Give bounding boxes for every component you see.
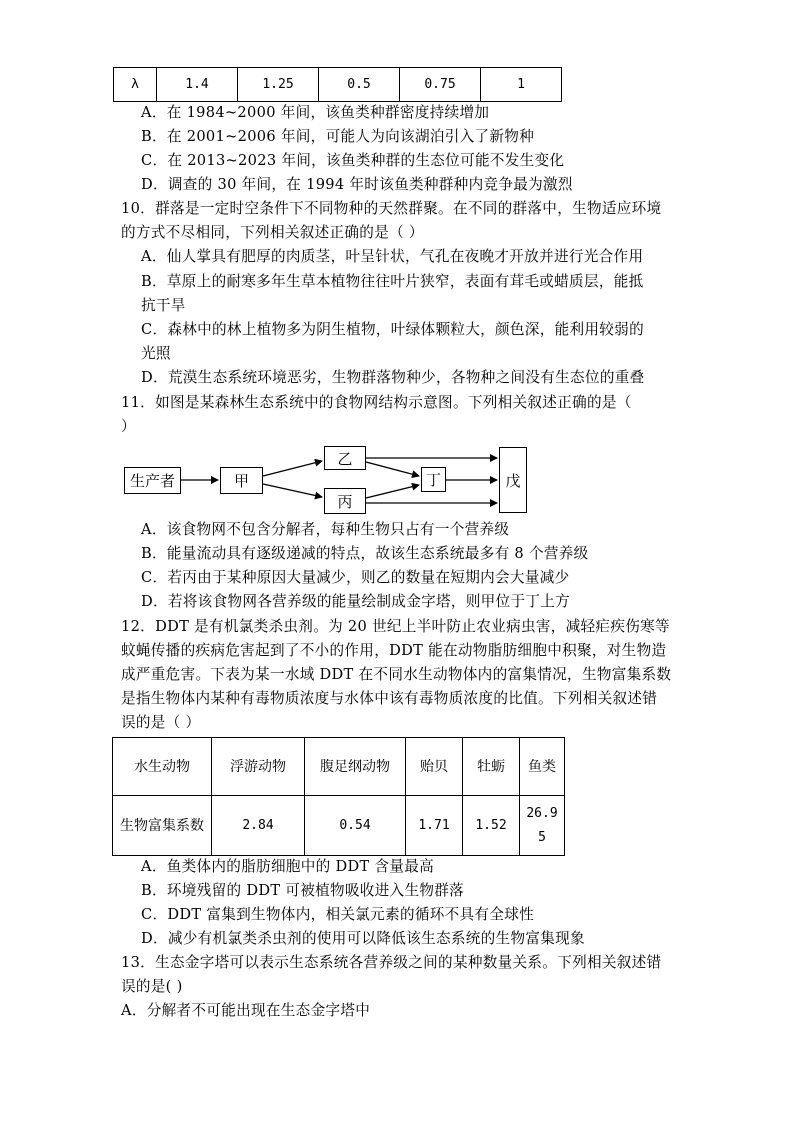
node-wu: 戊 — [499, 447, 527, 513]
q11-option-d: D．若将该食物网各营养级的能量绘制成金字塔，则甲位于丁上方 — [141, 593, 571, 610]
header-cell: 浮游动物 — [212, 738, 305, 796]
q9-option-c: C．在 2013~2023 年间，该鱼类种群的生态位可能不发生变化 — [141, 152, 565, 169]
q12-option-d: D．减少有机氯类杀虫剂的使用可以降低该生态系统的生物富集现象 — [141, 930, 585, 947]
q13-stem-line: 13．生态金字塔可以表示生态系统各营养级之间的某种数量关系。下列相关叙述错 — [121, 954, 662, 971]
q12-stem-line: 蚊蝇传播的疾病危害起到了不小的作用，DDT 能在动物脂肪细胞中积聚，对生物造 — [121, 642, 667, 659]
q10-option-a: A．仙人掌具有肥厚的肉质茎，叶呈针状，气孔在夜晚才开放并进行光合作用 — [141, 248, 644, 265]
lambda-value-cell: 1 — [481, 68, 562, 102]
q10-stem-line: 的方式不尽相同，下列相关叙述正确的是（ ） — [121, 224, 424, 241]
q10-option-c-cont: 光照 — [141, 345, 171, 362]
header-cell: 水生动物 — [113, 738, 212, 796]
q11-stem-line: 11．如图是某森林生态系统中的食物网结构示意图。下列相关叙述正确的是（ — [121, 394, 632, 411]
q11-option-b: B．能量流动具有逐级递减的特点，故该生态系统最多有 8 个营养级 — [141, 545, 589, 562]
table-row — [113, 796, 565, 856]
row-label-cell: 生物富集系数 — [113, 796, 212, 856]
table-header-row — [113, 738, 565, 796]
node-bing: 丙 — [324, 488, 366, 514]
q12-option-c: C．DDT 富集到生物体内，相关氯元素的循环不具有全球性 — [141, 906, 534, 923]
q10-option-d: D．荒漠生态系统环境恶劣，生物群落物种少，各物种之间没有生态位的重叠 — [141, 369, 645, 386]
q9-option-b: B．在 2001~2006 年间，可能人为向该湖泊引入了新物种 — [141, 128, 535, 145]
q11-option-a: A．该食物网不包含分解者，每种生物只占有一个营养级 — [141, 521, 510, 538]
arrow-jia-to-yi — [263, 461, 322, 476]
q13-stem-line: 误的是( ) — [121, 978, 183, 995]
header-cell: 腹足纲动物 — [305, 738, 406, 796]
q12-option-a: A．鱼类体内的脂肪细胞中的 DDT 含量最高 — [141, 858, 435, 875]
node-ding: 丁 — [421, 467, 446, 492]
node-producer: 生产者 — [124, 467, 181, 494]
q12-option-b: B．环境残留的 DDT 可被植物吸收进入生物群落 — [141, 882, 465, 899]
q13-option-a: A．分解者不可能出现在生态金字塔中 — [121, 1002, 371, 1019]
header-cell: 牡蛎 — [463, 738, 520, 796]
lambda-value-cell: 0.5 — [319, 68, 400, 102]
lambda-value-cell: 1.4 — [157, 68, 238, 102]
q12-stem-line: 成严重危害。下表为某一水域 DDT 在不同水生动物体内的富集情况，生物富集系数 — [121, 666, 672, 683]
ddt-table — [112, 737, 565, 856]
value-cell: 1.71 — [406, 796, 463, 856]
value-cell: 1.52 — [463, 796, 520, 856]
arrow-bing-to-ding — [366, 485, 419, 498]
q9-option-d: D．调查的 30 年间，在 1994 年时该鱼类种群种内竞争最为激烈 — [141, 176, 573, 193]
q12-stem-line: 误的是（ ） — [121, 714, 201, 731]
q12-stem-line: 是指生物体内某种有毒物质浓度与水体中该有毒物质浓度的比值。下列相关叙述错 — [121, 690, 658, 707]
node-jia: 甲 — [220, 467, 263, 494]
q10-stem-line: 10．群落是一定时空条件下不同物种的天然群聚。在不同的群落中，生物适应环境 — [121, 200, 662, 217]
lambda-label-cell: λ — [114, 68, 157, 102]
lambda-value-cell: 0.75 — [400, 68, 481, 102]
arrow-jia-to-bing — [263, 484, 322, 497]
header-cell: 鱼类 — [520, 738, 565, 796]
q9-option-a: A．在 1984~2000 年间，该鱼类种群密度持续增加 — [141, 104, 490, 121]
header-cell: 贻贝 — [406, 738, 463, 796]
lambda-value-cell: 1.25 — [238, 68, 319, 102]
q10-option-b-cont: 抗干旱 — [141, 297, 186, 314]
q12-stem-line: 12．DDT 是有机氯类杀虫剂。为 20 世纪上半叶防止农业病虫害，减轻疟疾伤寒等 — [121, 618, 670, 635]
value-cell: 26.95 — [520, 796, 565, 856]
node-yi: 乙 — [324, 446, 366, 470]
q10-option-b: B．草原上的耐寒多年生草本植物往往叶片狭窄，表面有茸毛或蜡质层，能抵 — [141, 273, 644, 290]
value-cell: 0.54 — [305, 796, 406, 856]
q11-stem-line: ） — [121, 418, 136, 435]
arrow-yi-to-ding — [366, 462, 419, 476]
q11-option-c: C．若丙由于某种原因大量减少，则乙的数量在短期内会大量减少 — [141, 569, 570, 586]
value-cell: 2.84 — [212, 796, 305, 856]
q10-option-c: C．森林中的林上植物多为阴生植物，叶绿体颗粒大，颜色深，能利用较弱的 — [141, 321, 644, 338]
